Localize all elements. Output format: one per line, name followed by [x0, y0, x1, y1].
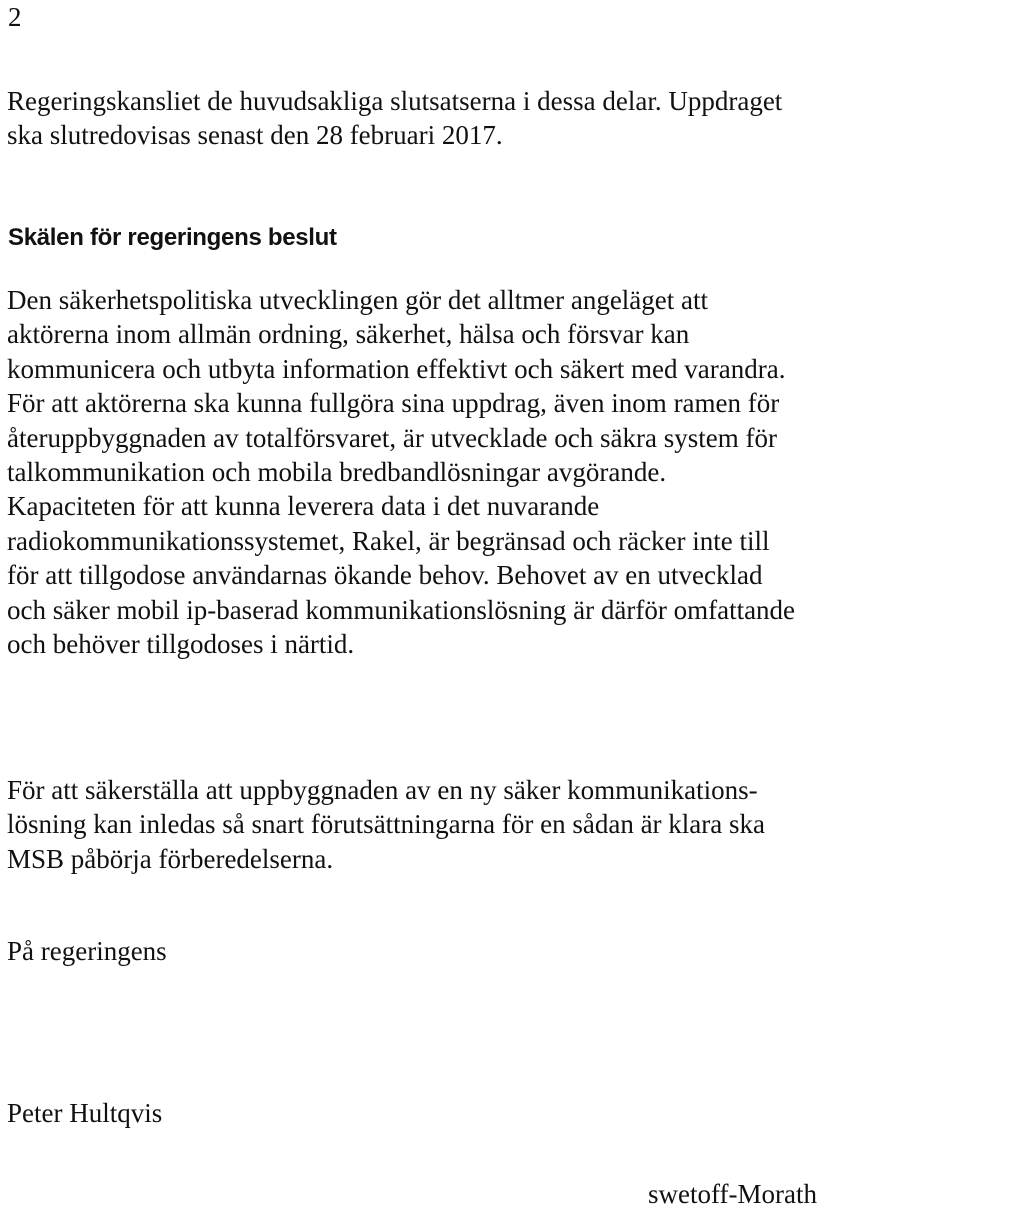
text-line: lösning kan inledas så snart förutsättningarna för en sådan är klara ska: [7, 809, 766, 840]
text-line: talkommunikation och mobila bredbandlösningar avgörande.: [7, 457, 667, 488]
text-line: återuppbyggnaden av totalförsvaret, är utvecklade och säkra system för: [7, 422, 777, 453]
text-line: Peter Hultqvis: [7, 1098, 163, 1128]
text-line: Regeringskansliet de huvudsakliga slutsatserna i dessa delar. Uppdraget: [7, 86, 783, 116]
text-line: för att tillgodose användarnas ökande behov. Behovet av en utvecklad: [7, 560, 763, 591]
second-paragraph: [7, 773, 765, 876]
text-line: På regeringens: [7, 936, 167, 966]
text-line: kommunicera och utbyta information effektivt och säkert med varandra.: [7, 353, 786, 384]
text-line: och säker mobil ip-baserad kommunikationslösning är därför omfattande: [7, 594, 796, 625]
co-signatory-name: swetoff-Morath: [648, 1179, 817, 1209]
text-line: MSB påbörja förberedelserna.: [7, 843, 334, 874]
closing-phrase: [7, 934, 167, 968]
text-line: För att aktörerna ska kunna fullgöra sina uppdrag, även inom ramen för: [7, 388, 780, 419]
section-heading: Skälen för regeringens beslut: [8, 224, 337, 251]
signatory-name: [7, 1096, 162, 1130]
text-line: och behöver tillgodoses i närtid.: [7, 629, 355, 660]
intro-paragraph: [7, 84, 782, 153]
text-line: aktörerna inom allmän ordning, säkerhet, hälsa och försvar kan: [7, 319, 690, 350]
page-number: 2: [8, 2, 22, 32]
text-line: Kapaciteten för att kunna leverera data i det nuvarande: [7, 491, 600, 522]
text-line: ska slutredovisas senast den 28 februari 2017.: [7, 120, 503, 151]
text-line: radiokommunikationssystemet, Rakel, är begränsad och räcker inte till: [7, 525, 770, 556]
text-line: Den säkerhetspolitiska utvecklingen gör det alltmer angeläget att: [7, 285, 709, 315]
text-line: För att säkerställa att uppbyggnaden av en ny säker kommunikations-: [7, 775, 758, 805]
body-paragraph: [7, 283, 795, 661]
